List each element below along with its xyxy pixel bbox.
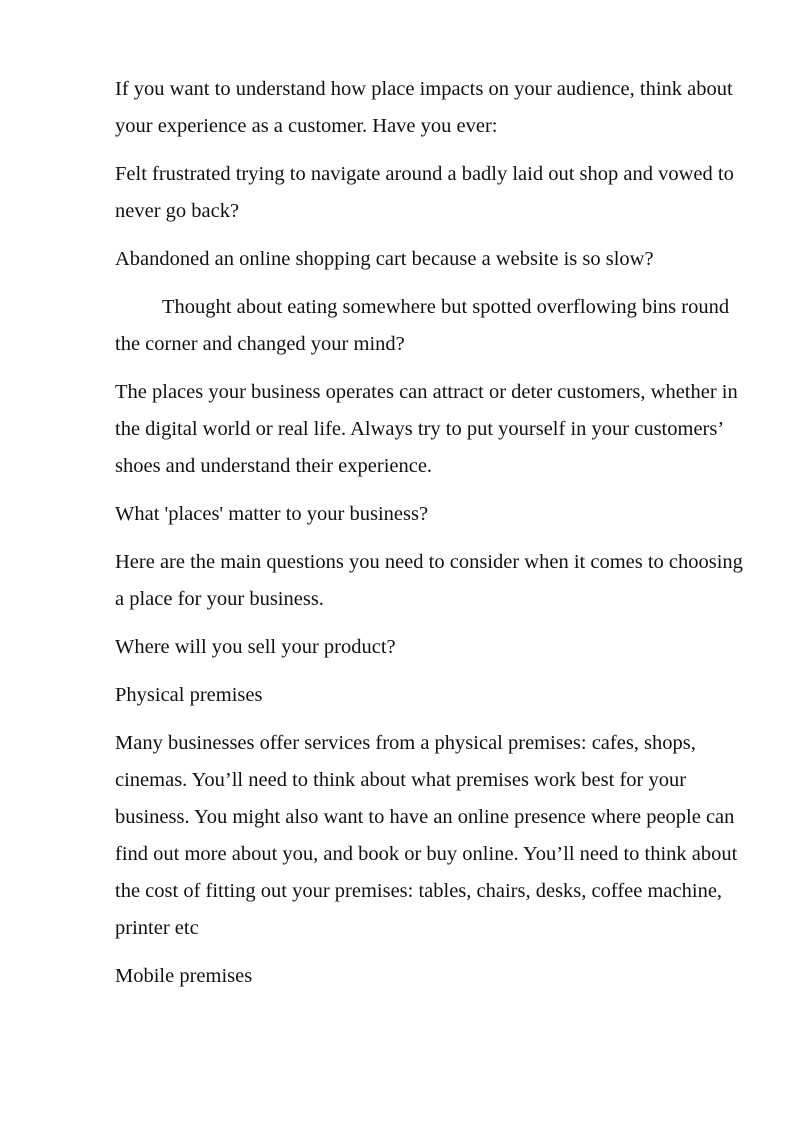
question-overflowing-bins: Thought about eating somewhere but spotted overflowing bins round the corner and changed your mind? xyxy=(115,296,730,355)
intro-paragraph: If you want to understand how place impacts on your audience, think about your experience as a customer. Have you ever: xyxy=(115,78,733,137)
question-frustrated-shop: Felt frustrated trying to navigate around a badly laid out shop and vowed to never go back? xyxy=(115,163,734,222)
main-questions-paragraph: Here are the main questions you need to consider when it comes to choosing a place for your business. xyxy=(115,551,743,610)
places-paragraph: The places your business operates can attract or deter customers, whether in the digital world or real life. Always try to put yourself in your customers’ shoes and understand their experience. xyxy=(115,381,738,477)
section-heading-places: What 'places' matter to your business? xyxy=(115,503,429,525)
subheading-physical-premises: Physical premises xyxy=(115,684,263,706)
subheading-mobile-premises: Mobile premises xyxy=(115,965,253,987)
subheading-where-sell: Where will you sell your product? xyxy=(115,636,396,658)
question-abandoned-cart: Abandoned an online shopping cart because a website is so slow? xyxy=(115,248,654,270)
physical-premises-paragraph: Many businesses offer services from a physical premises: cafes, shops, cinemas. You’ll need to think about what premises work best for your business. You might also want to have an online presence where people can find out more about you, and book or buy online. You’ll need to think about the cost of fitting out your premises: tables, chairs, desks, coffee machine, printer etc xyxy=(115,732,738,939)
document-body xyxy=(115,71,745,1006)
